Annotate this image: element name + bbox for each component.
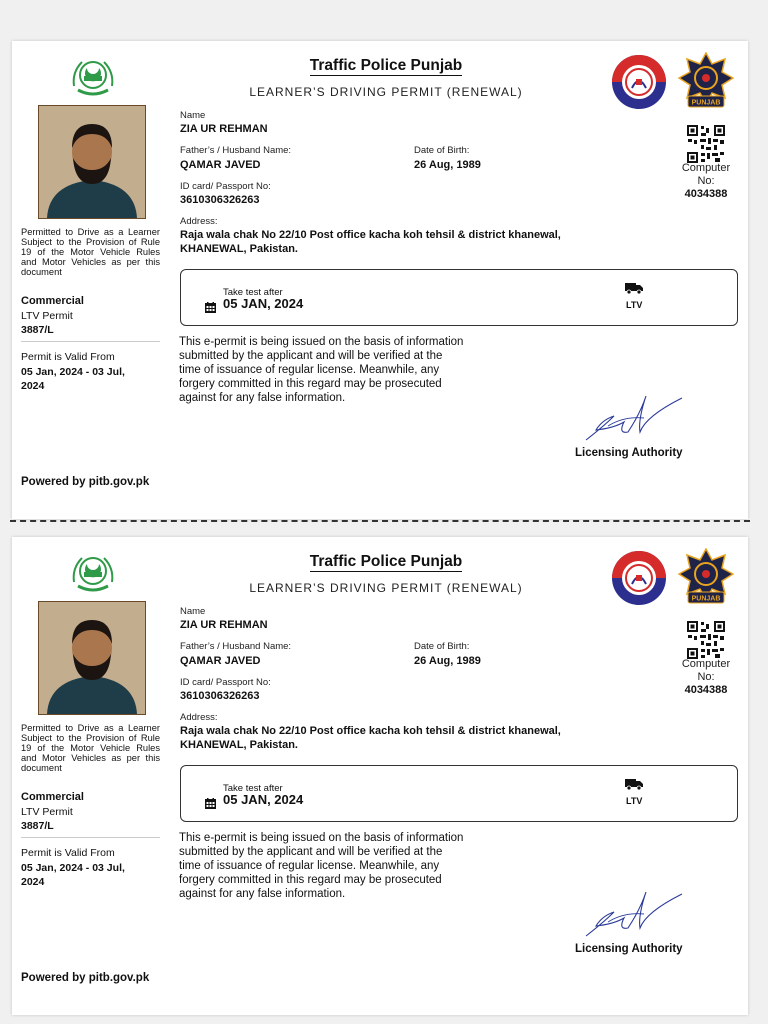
powered-by: Powered by pitb.gov.pk [21,972,150,984]
address-line-1: Raja wala chak No 22/10 Post office kacha koh tehsil & district khanewal, [180,229,561,241]
vehicle-class: LTV [626,796,643,806]
id-label: ID card/ Passport No: [180,677,271,688]
dob-value: 26 Aug, 1989 [414,655,481,667]
disclaimer-line: This e-permit is being issued on the basis of information [179,336,464,348]
id-value: 3610306326263 [180,690,260,702]
licensing-authority: Licensing Authority [575,943,683,955]
father-value: QAMAR JAVED [180,655,261,667]
disclaimer-line: forgery committed in this regard may be prosecuted [179,874,442,886]
valid-label: Permit is Valid From [21,351,115,363]
traffic-police-badge-icon [678,548,734,606]
id-value: 3610306326263 [180,194,260,206]
punjab-emblem-icon [68,552,118,594]
disclaimer-line: submitted by the applicant and will be verified at the [179,350,443,362]
permit-type: LTV Permit [21,806,73,818]
father-value: QAMAR JAVED [180,159,261,171]
id-label: ID card/ Passport No: [180,181,271,192]
permitted-text: Permitted to Drive as a Learner Subject to the Provision of Rule 19 of the Motor Vehicle Rules and Motor Vehicles as per this document [21,227,160,277]
calendar-icon [205,302,216,313]
dob-label: Date of Birth: [414,145,470,156]
computer-label-no: No: [697,175,715,187]
disclaimer [179,831,519,901]
permit-type: LTV Permit [21,310,73,322]
permit-number: 3887/L [21,324,54,336]
valid-range: 05 Jan, 2024 - 03 Jul, 2024 [21,862,125,888]
test-date: 05 JAN, 2024 [223,296,304,311]
address-label: Address: [180,712,218,723]
dob-label: Date of Birth: [414,641,470,652]
vehicle-class: LTV [626,300,643,310]
permitted-text: Permitted to Drive as a Learner Subject to the Provision of Rule 19 of the Motor Vehicle Rules and Motor Vehicles as per this document [21,723,160,773]
disclaimer-line: against for any false information. [179,392,346,404]
calendar-icon [205,798,216,809]
page-title [256,57,516,75]
dob-value: 26 Aug, 1989 [414,159,481,171]
father-label: Father’s / Husband Name: [180,145,292,156]
signature-icon [584,882,684,940]
subtitle: LEARNER’S DRIVING PERMIT (RENEWAL) [249,85,523,99]
title-text: Traffic Police Punjab [309,57,463,74]
father-label: Father’s / Husband Name: [180,641,292,652]
applicant-photo [38,601,146,715]
name-label: Name [180,110,206,121]
permit-number: 3887/L [21,820,54,832]
traffic-police-badge-icon [678,52,734,110]
address-label: Address: [180,216,218,227]
qr-code-icon[interactable] [687,621,725,659]
truck-icon [625,778,643,790]
disclaimer-line: This e-permit is being issued on the basis of information [179,832,464,844]
disclaimer-line: submitted by the applicant and will be verified at the [179,846,443,858]
licensing-authority: Licensing Authority [575,447,683,459]
signature-icon [584,386,684,444]
disclaimer [179,335,519,405]
computer-number-block [672,162,740,201]
valid-label: Permit is Valid From [21,847,115,859]
page-title [256,553,516,571]
name-label: Name [180,606,206,617]
computer-label-no: No: [697,671,715,683]
permit-card [12,537,748,1015]
truck-icon [625,282,643,294]
take-test-label: Take test after [223,287,283,298]
powered-by: Powered by pitb.gov.pk [21,476,150,488]
disclaimer-line: time of issuance of regular license. Meanwhile, any [179,860,440,872]
address-line-1: Raja wala chak No 22/10 Post office kacha koh tehsil & district khanewal, [180,725,561,737]
seal-text: PUNJAB [691,595,721,603]
disclaimer-line: forgery committed in this regard may be prosecuted [179,378,442,390]
cut-line [10,520,750,522]
disclaimer-line: against for any false information. [179,888,346,900]
seal-text: PUNJAB [691,99,721,107]
computer-number: 4034388 [684,188,728,200]
divider [21,837,160,838]
computer-label: Computer [681,658,731,670]
applicant-photo [38,105,146,219]
test-date: 05 JAN, 2024 [223,792,304,807]
police-logo-icon [611,550,667,606]
valid-range: 05 Jan, 2024 - 03 Jul, 2024 [21,366,125,392]
address-line-2: KHANEWAL, Pakistan. [180,243,298,255]
subtitle: LEARNER’S DRIVING PERMIT (RENEWAL) [249,581,523,595]
title-text: Traffic Police Punjab [309,553,463,570]
disclaimer-line: time of issuance of regular license. Meanwhile, any [179,364,440,376]
qr-code-icon[interactable] [687,125,725,163]
computer-number: 4034388 [684,684,728,696]
permit-category: Commercial [21,295,84,307]
name-value: ZIA UR REHMAN [180,619,268,631]
punjab-emblem-icon [68,56,118,98]
permit-category: Commercial [21,791,84,803]
name-value: ZIA UR REHMAN [180,123,268,135]
divider [21,341,160,342]
permit-card [12,41,748,519]
computer-number-block [672,658,740,697]
police-logo-icon [611,54,667,110]
address-line-2: KHANEWAL, Pakistan. [180,739,298,751]
take-test-label: Take test after [223,783,283,794]
computer-label: Computer [681,162,731,174]
